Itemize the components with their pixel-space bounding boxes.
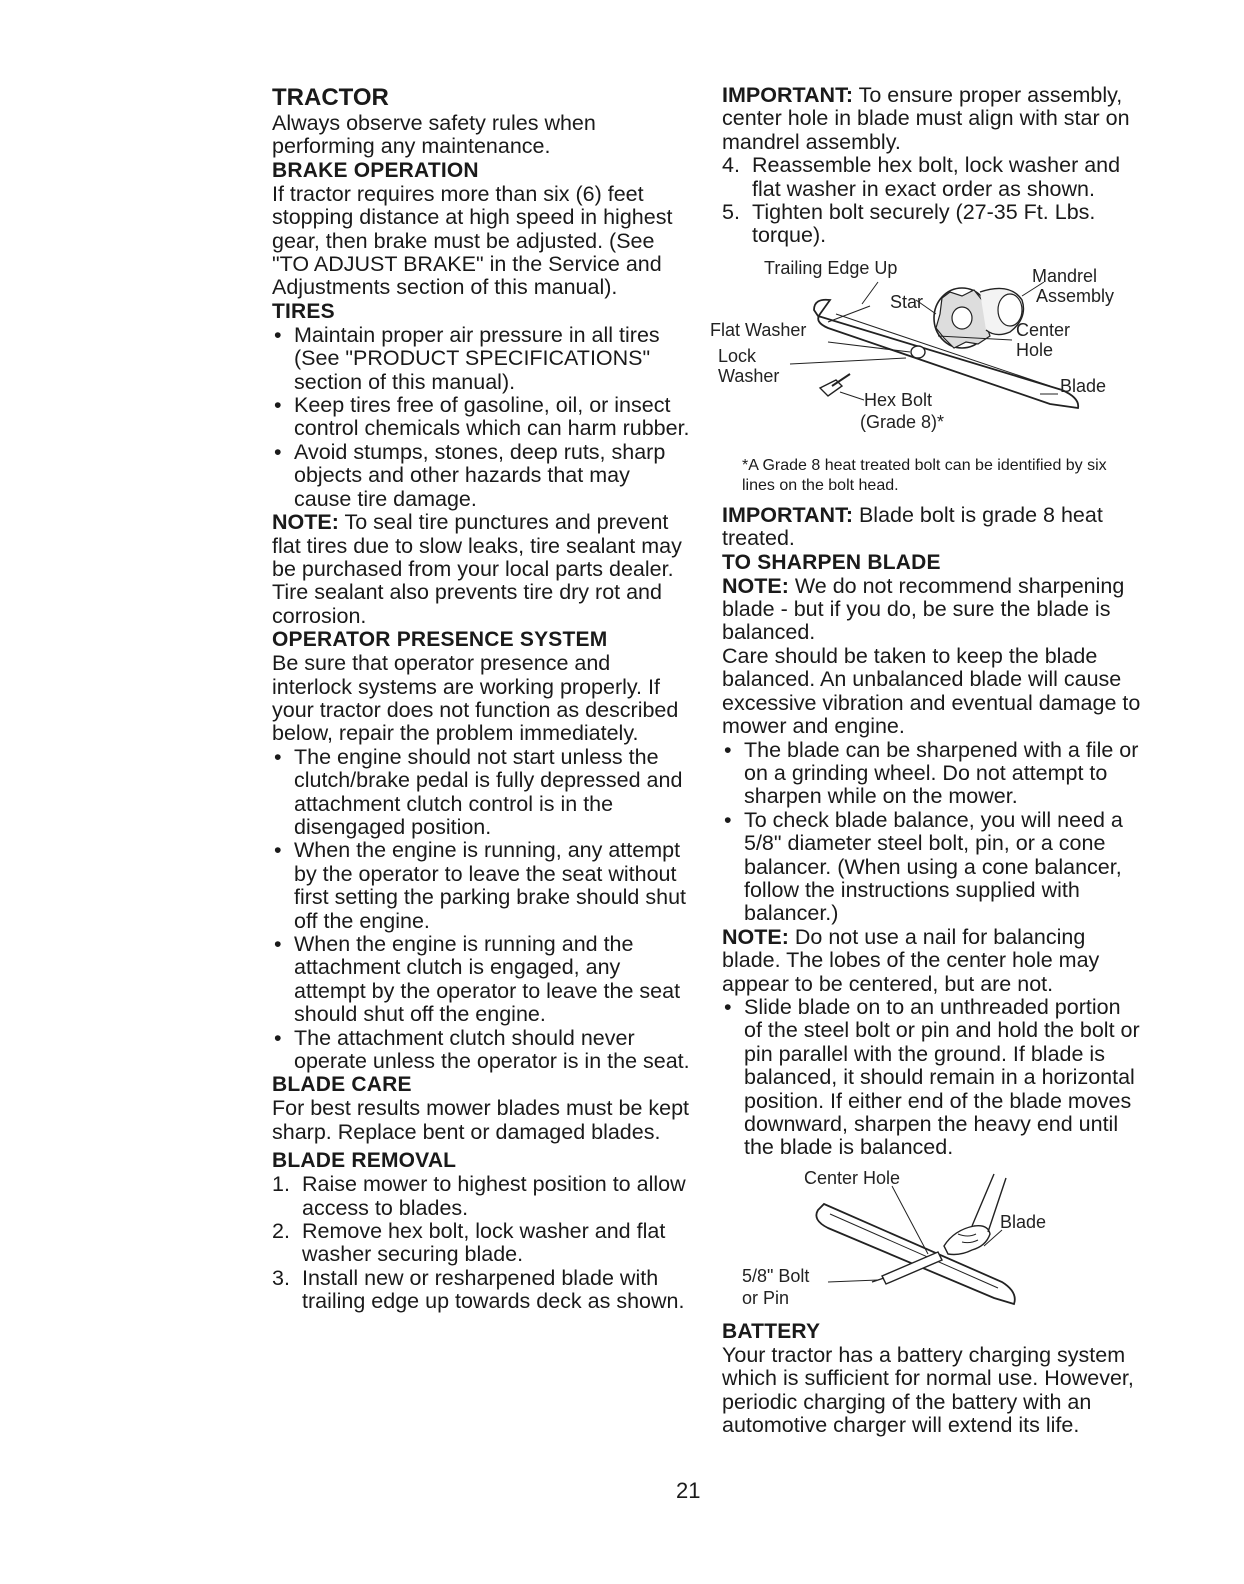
section-title-blade-care: BLADE CARE: [272, 1073, 412, 1097]
label-blade: Blade: [1000, 1211, 1047, 1232]
list-item: • To check blade balance, you will need a 5/8" diameter steel bolt, pin, or a cone balancer. (When using a cone balancer, follow the instructions supplied with balancer.): [722, 809, 1142, 926]
important-grade: [722, 504, 1142, 551]
step-number: 3.: [272, 1265, 290, 1290]
section-title-sharpen-blade: TO SHARPEN BLADE: [722, 550, 941, 574]
grade-footnote: *A Grade 8 heat treated bolt can be identified by six lines on the bolt head.: [742, 456, 1107, 494]
hex-bolt-icon: [820, 374, 850, 396]
list-item: • Maintain proper air pressure in all tires (See "PRODUCT SPECIFICATIONS" section of this manual).: [272, 324, 692, 394]
step-number: 5.: [722, 200, 740, 225]
label-or-pin: or Pin: [742, 1287, 790, 1308]
operator-presence-text: Be sure that operator presence and interlock systems are working properly. If your tractor does not function as described below, repair the problem immediately.: [272, 651, 679, 746]
step-item: [272, 1220, 692, 1267]
note-label: NOTE:: [722, 924, 789, 949]
label-assembly: Assembly: [1036, 285, 1115, 306]
list-item: • Avoid stumps, stones, deep ruts, sharp objects and other hazards that may cause tire damage.: [272, 441, 692, 511]
blade-care-text: For best results mower blades must be kept sharp. Replace bent or damaged blades.: [272, 1096, 690, 1144]
blade-assembly-diagram: [710, 252, 1130, 452]
important-assembly: [722, 84, 1142, 154]
list-item: • The blade can be sharpened with a file or on a grinding wheel. Do not attempt to sharpen while on the mower.: [722, 739, 1142, 809]
step-item: [272, 1267, 692, 1314]
battery-text: Your tractor has a battery charging system which is sufficient for normal use. However, periodic charging of the battery with an automotive charger will extend its life.: [722, 1342, 1134, 1438]
step-text: Raise mower to highest position to allow access to blades.: [302, 1172, 686, 1220]
important-text: To ensure proper assembly, center hole in blade must align with star on mandrel assembly.: [722, 83, 1130, 154]
note-text: To seal tire punctures and prevent flat tires due to slow leaks, tire sealant may be purchased from your local parts dealer. Tire sealant also prevents tire dry rot and corrosion.: [272, 510, 682, 628]
important-label: IMPORTANT:: [722, 502, 853, 527]
label-star: Star: [890, 291, 924, 312]
section-title-brake-operation: BRAKE OPERATION: [272, 158, 479, 182]
important-text: Blade bolt is grade 8 heat treated.: [722, 502, 1103, 551]
step-item: [272, 1173, 692, 1220]
label-flat-washer: Flat Washer: [710, 319, 807, 340]
important-label: IMPORTANT:: [722, 83, 853, 107]
balance-list: [722, 996, 1142, 1160]
section-title-tractor: TRACTOR: [272, 84, 389, 111]
blade-balance-diagram: [732, 1164, 1072, 1314]
right-column: [710, 83, 1142, 1438]
sharpen-text: Care should be taken to keep the blade balanced. An unbalanced blade will cause excessive vibration and eventual damage to mower and engine.: [722, 643, 1141, 739]
operator-presence-list: [272, 746, 692, 1074]
label-center: Center: [1016, 319, 1071, 340]
note-text: Do not use a nail for balancing blade. The lobes of the center hole may appear to be centered, but are not.: [722, 924, 1100, 996]
page-number: 21: [676, 1478, 701, 1503]
step-text: Reassemble hex bolt, lock washer and flat washer in exact order as shown.: [752, 153, 1121, 201]
hand-icon: [944, 1174, 1006, 1255]
label-hole: Hole: [1016, 339, 1054, 360]
section-title-tires: TIRES: [272, 299, 335, 323]
step-number: 4.: [722, 153, 740, 178]
list-item: • Keep tires free of gasoline, oil, or insect control chemicals which can harm rubber.: [272, 394, 692, 441]
list-item: • Slide blade on to an unthreaded portion of the steel bolt or pin and hold the bolt or pin parallel with the ground. If blade is balanced, it should remain in a horizontal position. If either end of the blade moves downward, sharpen the heavy end until the blade is balanced.: [722, 996, 1142, 1160]
tractor-text: Always observe safety rules when performing any maintenance.: [272, 111, 596, 159]
list-item: • The attachment clutch should never operate unless the operator is in the seat.: [272, 1027, 692, 1074]
assembly-steps: [722, 154, 1142, 248]
label-washer: Washer: [718, 365, 780, 386]
blade-removal-steps: [272, 1173, 692, 1313]
section-title-blade-removal: BLADE REMOVAL: [272, 1149, 457, 1173]
step-item: [722, 154, 1142, 201]
tires-list: [272, 324, 692, 511]
label-blade: Blade: [1060, 375, 1107, 396]
label-lock: Lock: [718, 345, 757, 366]
list-item: • When the engine is running and the attachment clutch is engaged, any attempt by the operator to leave the seat should shut off the engine.: [272, 933, 692, 1027]
balance-note: [722, 926, 1142, 996]
step-text: Remove hex bolt, lock washer and flat washer securing blade.: [302, 1219, 666, 1267]
left-column: [272, 84, 692, 1314]
note-label: NOTE:: [272, 510, 339, 535]
list-item: • When the engine is running, any attempt by the operator to leave the seat without first setting the parking brake should shut off the engine.: [272, 839, 692, 933]
note-label: NOTE:: [722, 573, 789, 598]
step-text: Tighten bolt securely (27-35 Ft. Lbs. torque).: [752, 200, 1096, 248]
sharpen-list: [722, 739, 1142, 926]
label-center-hole: Center Hole: [804, 1167, 901, 1188]
lock-washer-icon: [911, 346, 925, 358]
mandrel-assembly-icon: [934, 288, 1024, 348]
step-number: 2.: [272, 1219, 290, 1244]
section-title-operator-presence: OPERATOR PRESENCE SYSTEM: [272, 628, 608, 652]
tires-note: [272, 511, 692, 628]
step-item: [722, 201, 1142, 248]
step-number: 1.: [272, 1172, 290, 1197]
label-hex-bolt: Hex Bolt: [864, 389, 933, 410]
label-mandrel: Mandrel: [1032, 265, 1098, 286]
note-text: We do not recommend sharpening blade - but if you do, be sure the blade is balanced.: [722, 573, 1125, 645]
step-text: Install new or resharpened blade with trailing edge up towards deck as shown.: [302, 1265, 685, 1314]
section-title-battery: BATTERY: [722, 1319, 821, 1343]
blade-shape: [816, 1204, 1014, 1304]
label-grade: (Grade 8)*: [860, 411, 945, 432]
label-trailing-edge: Trailing Edge Up: [764, 257, 898, 278]
label-bolt: 5/8" Bolt: [742, 1265, 810, 1286]
list-item: • The engine should not start unless the clutch/brake pedal is fully depressed and attachment clutch control is in the disengaged position.: [272, 746, 692, 840]
sharpen-note: [722, 575, 1142, 645]
brake-text: If tractor requires more than six (6) feet stopping distance at high speed in highest gear, then brake must be adjusted. (See "TO ADJUST BRAKE" in the Service and Adjustments section of this manual).: [272, 181, 673, 300]
